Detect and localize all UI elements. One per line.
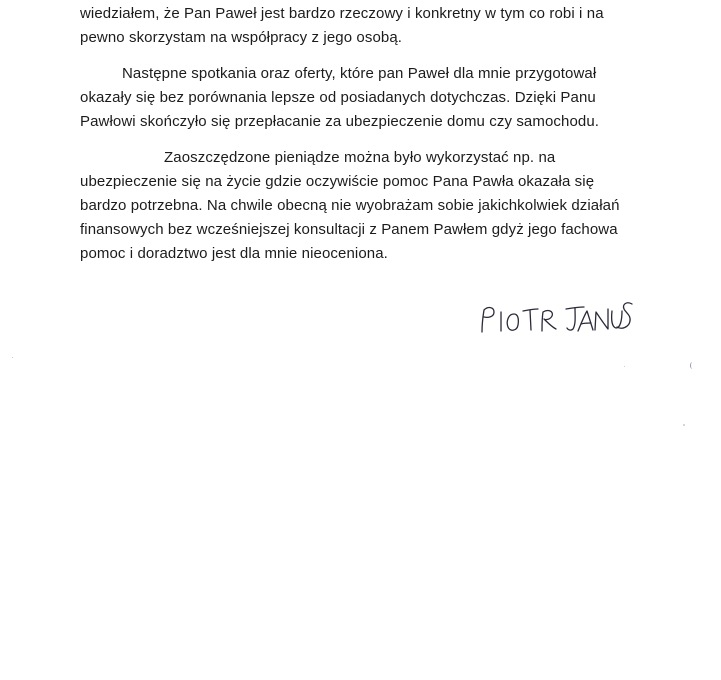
scan-speck-2 [683,424,685,426]
paragraph-2: Następne spotkania oraz oferty, które pan Paweł dla mnie przygotował okazały się bez porównania lepsze od posiadanych dotychczas. Dzięki Panu Pawłowi skończyło się przepłacanie za ubezpieczenie domu czy samochodu. [80,65,600,130]
paragraph-3: Zaoszczędzone pieniądze można było wykorzystać np. na ubezpieczenie się na życie gdzie oczywiście pomoc Pana Pawła okazała się bardzo potrzebna. Na chwile obecną nie wyobrażam sobie jakichkolwiek działań finansowych bez wcześniejszej konsultacji z Panem Pawłem gdyż jego fachowa pomoc i doradztwo jest dla mnie nieoceniona. [80,149,620,262]
letter-body [80,2,640,278]
scan-speck-3 [12,357,13,358]
handwritten-signature [474,296,634,340]
scan-speck-1 [690,362,695,369]
paragraph-1: wiedziałem, że Pan Paweł jest bardzo rzeczowy i konkretny w tym co robi i na pewno skorzystam na współpracy z jego osobą. [80,5,604,46]
scan-speck-4 [624,366,625,367]
